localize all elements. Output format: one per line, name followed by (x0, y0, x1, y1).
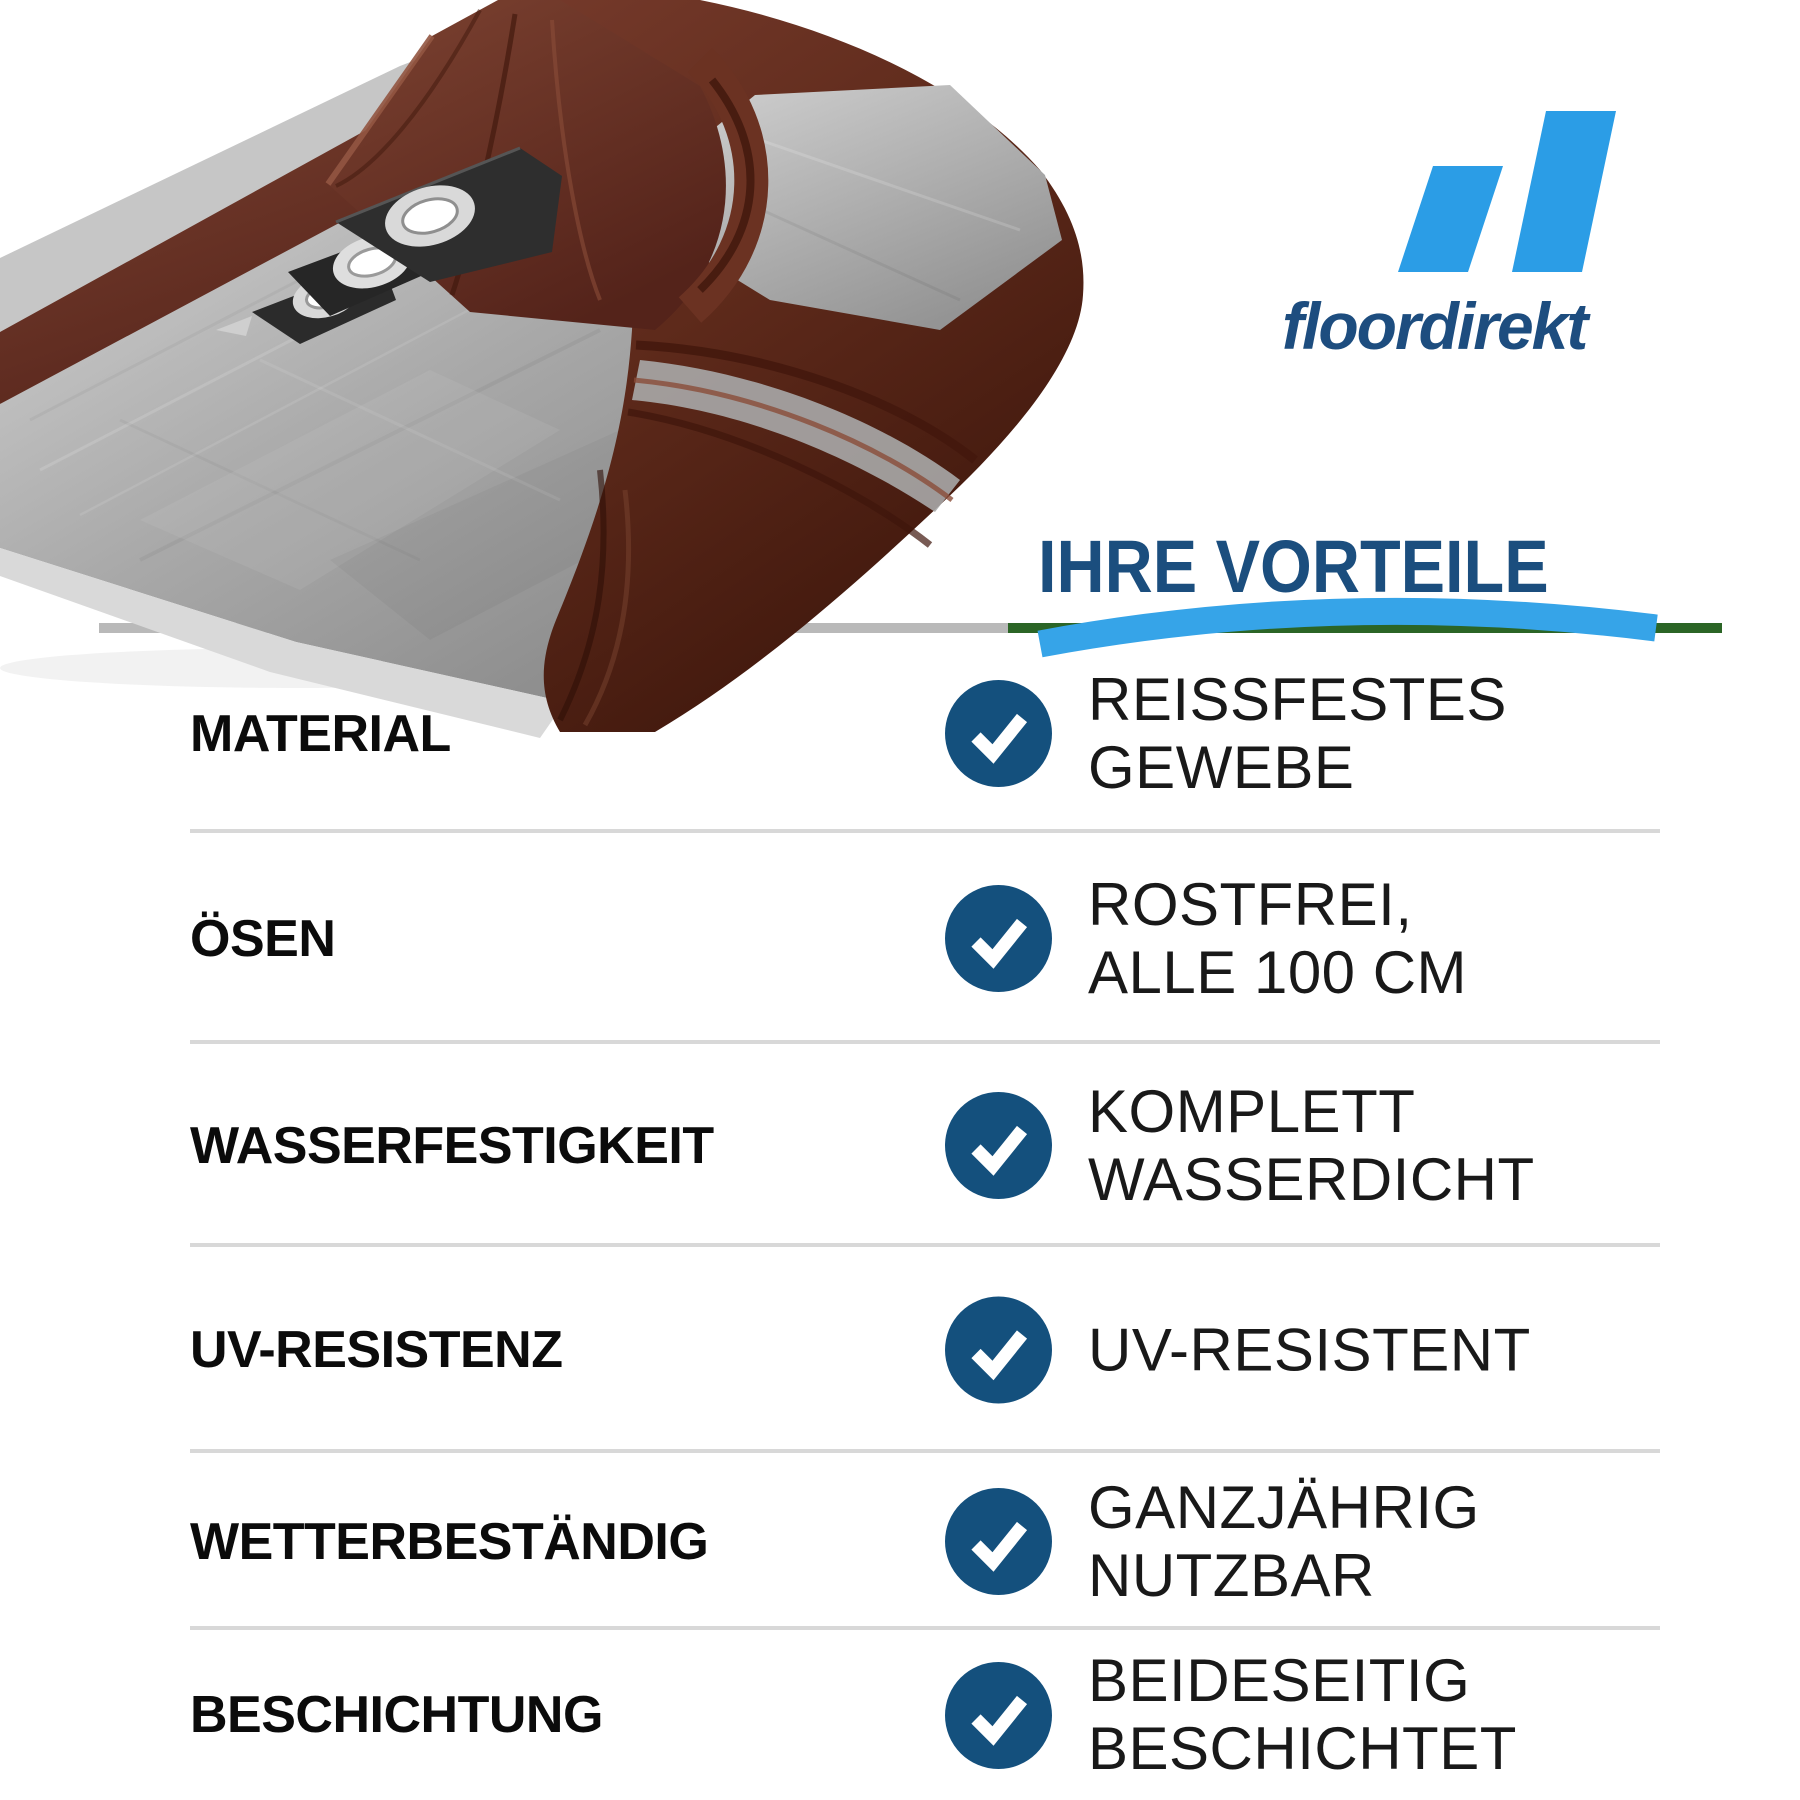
feature-value-group (945, 1297, 1531, 1404)
check-icon (945, 1297, 1052, 1404)
feature-row (0, 1630, 1800, 1800)
product-photo-tarpaulin (0, 0, 1090, 745)
check-icon (945, 885, 1052, 992)
feature-label: ÖSEN (190, 909, 336, 968)
feature-row (0, 1044, 1800, 1247)
feature-value (1088, 871, 1467, 1007)
feature-value (1088, 666, 1507, 802)
value-line: GEWEBE (1088, 733, 1355, 801)
value-line: WASSERDICHT (1088, 1145, 1535, 1213)
value-line: REISSFESTES (1088, 665, 1507, 733)
brand-name: floordirekt (1282, 289, 1587, 363)
value-line: UV-RESISTENT (1088, 1316, 1531, 1383)
feature-value (1088, 1647, 1517, 1783)
feature-row (0, 1247, 1800, 1453)
feature-label: UV-RESISTENZ (190, 1321, 563, 1379)
feature-value (1088, 1078, 1535, 1214)
benefits-list (0, 634, 1800, 1800)
feature-row (0, 833, 1800, 1044)
value-line: BEIDESEITIG (1088, 1647, 1471, 1714)
feature-row (0, 1453, 1800, 1630)
feature-value-group (945, 1647, 1517, 1783)
value-line: KOMPLETT (1088, 1077, 1416, 1145)
feature-label: MATERIAL (190, 704, 451, 763)
feature-value (1088, 1316, 1531, 1384)
feature-value (1088, 1474, 1480, 1610)
logo-bar-large (1512, 111, 1616, 272)
check-icon (945, 1662, 1052, 1769)
feature-value-group (945, 871, 1467, 1007)
logo-bar-small (1398, 166, 1503, 272)
feature-value-group (945, 1078, 1535, 1214)
feature-label: BESCHICHTUNG (190, 1686, 603, 1744)
check-icon (945, 1092, 1052, 1199)
brand-logo-mark (1390, 103, 1625, 278)
benefits-heading: IHRE VORTEILE (1038, 525, 1549, 608)
value-line: BESCHICHTET (1088, 1715, 1517, 1782)
feature-label: WETTERBESTÄNDIG (190, 1512, 709, 1571)
value-line: NUTZBAR (1088, 1541, 1375, 1609)
feature-label: WASSERFESTIGKEIT (190, 1116, 714, 1175)
value-line: ALLE 100 CM (1088, 938, 1468, 1006)
feature-value-group (945, 1474, 1480, 1610)
value-line: GANZJÄHRIG (1088, 1473, 1480, 1541)
value-line: ROSTFREI, (1088, 870, 1413, 938)
check-icon (945, 1488, 1052, 1595)
